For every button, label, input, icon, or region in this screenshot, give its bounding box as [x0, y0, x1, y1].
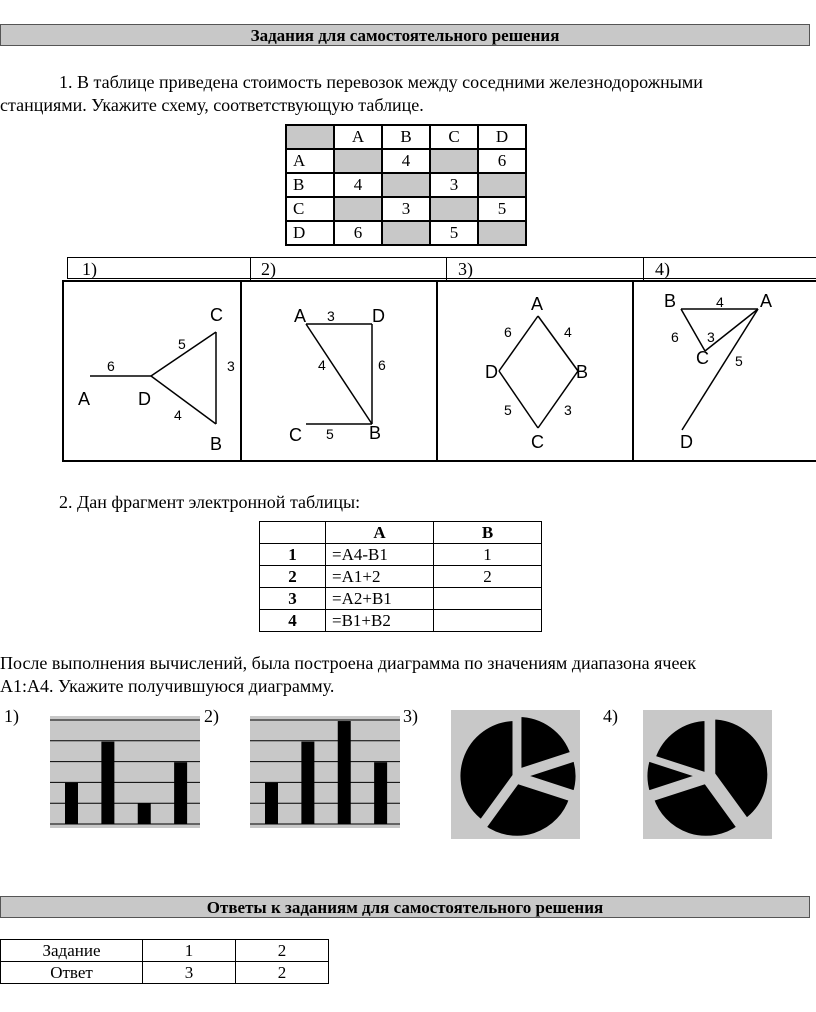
task2-line1: После выполнения вычислений, была построена диаграмма по значениям диапазона ячеек — [0, 653, 697, 673]
cost-cell: 5 — [430, 221, 478, 245]
chart-option-4[interactable]: 4) — [603, 706, 618, 726]
graph-2-weight-db: 6 — [378, 357, 386, 373]
cost-cell — [478, 221, 526, 245]
graph-2-weight-cb: 5 — [326, 426, 334, 442]
graph-2-node-d: D — [372, 306, 385, 326]
task2-intro: 2. Дан фрагмент электронной таблицы: — [59, 492, 361, 512]
cost-cell: 3 — [430, 173, 478, 197]
chart-3[interactable] — [451, 710, 580, 839]
chart-bar — [301, 742, 314, 824]
answers-value-1: 3 — [143, 962, 236, 984]
graph-1[interactable] — [62, 280, 242, 462]
graph-4-node-a: A — [760, 291, 773, 311]
answers-row-task — [1, 940, 329, 962]
cost-cell — [382, 173, 430, 197]
graph-3-node-d: D — [485, 362, 498, 382]
graph-4-weight-ad: 5 — [735, 353, 743, 369]
graph-3-node-a: A — [531, 294, 544, 314]
chart-2[interactable] — [250, 716, 400, 828]
graph-option-2[interactable]: 2) — [261, 259, 276, 279]
graph-2-weight-ab: 4 — [318, 357, 326, 373]
answers-row-answer — [1, 962, 329, 984]
cost-cell: 4 — [334, 173, 382, 197]
answers-task-1: 1 — [143, 940, 236, 962]
chart-bar — [174, 762, 187, 824]
spreadsheet-col-b: B — [434, 522, 542, 544]
spreadsheet-row-num: 2 — [260, 566, 326, 588]
chart-option-1[interactable]: 1) — [4, 706, 19, 726]
spreadsheet-cell-b4 — [434, 610, 542, 632]
cost-table-corner — [286, 125, 334, 149]
graph-options-bar — [67, 257, 816, 279]
cost-row-c — [286, 197, 526, 221]
spreadsheet-corner — [260, 522, 326, 544]
cost-table-header — [286, 125, 526, 149]
cost-cell — [334, 197, 382, 221]
spreadsheet-col-a: A — [326, 522, 434, 544]
cost-table — [285, 124, 527, 246]
graph-3-drawing — [438, 282, 632, 460]
graph-option-1[interactable]: 1) — [82, 259, 97, 279]
cost-row-label: A — [286, 149, 334, 173]
graph-3-node-c: C — [531, 432, 544, 452]
graph-4-weight-bc: 6 — [671, 329, 679, 345]
spreadsheet-row-num: 4 — [260, 610, 326, 632]
graph-1-weight-ad: 6 — [107, 358, 115, 374]
graph-4[interactable] — [632, 280, 816, 462]
chart-option-3[interactable]: 3) — [403, 706, 418, 726]
chart-bar — [338, 721, 351, 824]
task1-line2: станциями. Укажите схему, соответствующую таблице. — [0, 95, 424, 115]
graph-1-node-d: D — [138, 389, 151, 409]
graph-option-4[interactable]: 4) — [655, 259, 670, 279]
section-title: Задания для самостоятельного решения — [0, 24, 810, 46]
cost-row-b — [286, 173, 526, 197]
spreadsheet-row — [260, 566, 542, 588]
graph-2[interactable] — [240, 280, 438, 462]
graph-2-node-b: B — [369, 423, 382, 443]
answers-title: Ответы к заданиям для самостоятельного решения — [0, 896, 810, 918]
graph-2-drawing — [242, 282, 436, 460]
graph-1-weight-db: 4 — [174, 407, 182, 423]
answers-table — [0, 939, 329, 984]
graph-4-drawing — [634, 282, 816, 460]
cost-row-a — [286, 149, 526, 173]
graph-4-weight-ba: 4 — [716, 294, 724, 310]
graph-3[interactable] — [436, 280, 634, 462]
spreadsheet-row — [260, 544, 542, 566]
spreadsheet-row-num: 1 — [260, 544, 326, 566]
chart-4[interactable] — [643, 710, 772, 839]
graph-2-node-a: A — [294, 306, 307, 326]
spreadsheet-row — [260, 610, 542, 632]
chart-bar — [101, 742, 114, 824]
chart-bar — [374, 762, 387, 824]
spreadsheet-cell-b3 — [434, 588, 542, 610]
spreadsheet-cell-b2: 2 — [434, 566, 542, 588]
graph-1-node-b: B — [210, 434, 223, 454]
graph-2-weight-ad: 3 — [327, 308, 335, 324]
spreadsheet-cell-a4: =B1+B2 — [326, 610, 434, 632]
graph-4-weight-ac: 3 — [707, 329, 715, 345]
task2-line2: A1:A4. Укажите получившуюся диаграмму. — [0, 676, 335, 696]
graph-1-drawing — [64, 282, 240, 460]
answers-label-answer: Ответ — [1, 962, 143, 984]
graph-3-weight-dc: 5 — [504, 402, 512, 418]
cost-cell — [430, 149, 478, 173]
cost-row-label: C — [286, 197, 334, 221]
graph-3-weight-bc: 3 — [564, 402, 572, 418]
cost-cell: 6 — [478, 149, 526, 173]
graph-2-node-c: C — [289, 425, 302, 445]
task1-line1: 1. В таблице приведена стоимость перевозок между соседними железнодорожными — [59, 72, 703, 92]
cost-header-d: D — [478, 125, 526, 149]
graph-3-node-b: B — [576, 362, 589, 382]
chart-bar — [265, 783, 278, 824]
answers-label-task: Задание — [1, 940, 143, 962]
cost-header-a: A — [334, 125, 382, 149]
graph-1-node-c: C — [210, 305, 223, 325]
answers-value-2: 2 — [236, 962, 329, 984]
cost-cell: 6 — [334, 221, 382, 245]
cost-cell — [430, 197, 478, 221]
chart-option-2[interactable]: 2) — [204, 706, 219, 726]
cost-cell: 4 — [382, 149, 430, 173]
cost-cell: 3 — [382, 197, 430, 221]
cost-row-d — [286, 221, 526, 245]
spreadsheet-cell-a2: =A1+2 — [326, 566, 434, 588]
spreadsheet-cell-a1: =A4-B1 — [326, 544, 434, 566]
graph-1-weight-cb: 3 — [227, 358, 235, 374]
cost-header-c: C — [430, 125, 478, 149]
spreadsheet-table — [259, 521, 542, 632]
cost-row-label: B — [286, 173, 334, 197]
graph-1-weight-dc: 5 — [178, 336, 186, 352]
graph-4-node-c: C — [696, 348, 709, 368]
chart-bar — [65, 783, 78, 824]
cost-cell: 5 — [478, 197, 526, 221]
cost-cell — [382, 221, 430, 245]
spreadsheet-cell-b1: 1 — [434, 544, 542, 566]
cost-row-label: D — [286, 221, 334, 245]
cost-header-b: B — [382, 125, 430, 149]
graph-4-node-d: D — [680, 432, 693, 452]
answers-task-2: 2 — [236, 940, 329, 962]
spreadsheet-cell-a3: =A2+B1 — [326, 588, 434, 610]
graph-3-weight-ab: 4 — [564, 324, 572, 340]
spreadsheet-header — [260, 522, 542, 544]
graph-option-3[interactable]: 3) — [458, 259, 473, 279]
graph-1-node-a: A — [78, 389, 91, 409]
graph-4-node-b: B — [664, 291, 677, 311]
graph-3-weight-ad: 6 — [504, 324, 512, 340]
chart-bar — [138, 803, 151, 824]
cost-cell — [334, 149, 382, 173]
chart-1[interactable] — [50, 716, 200, 828]
cost-cell — [478, 173, 526, 197]
spreadsheet-row-num: 3 — [260, 588, 326, 610]
spreadsheet-row — [260, 588, 542, 610]
